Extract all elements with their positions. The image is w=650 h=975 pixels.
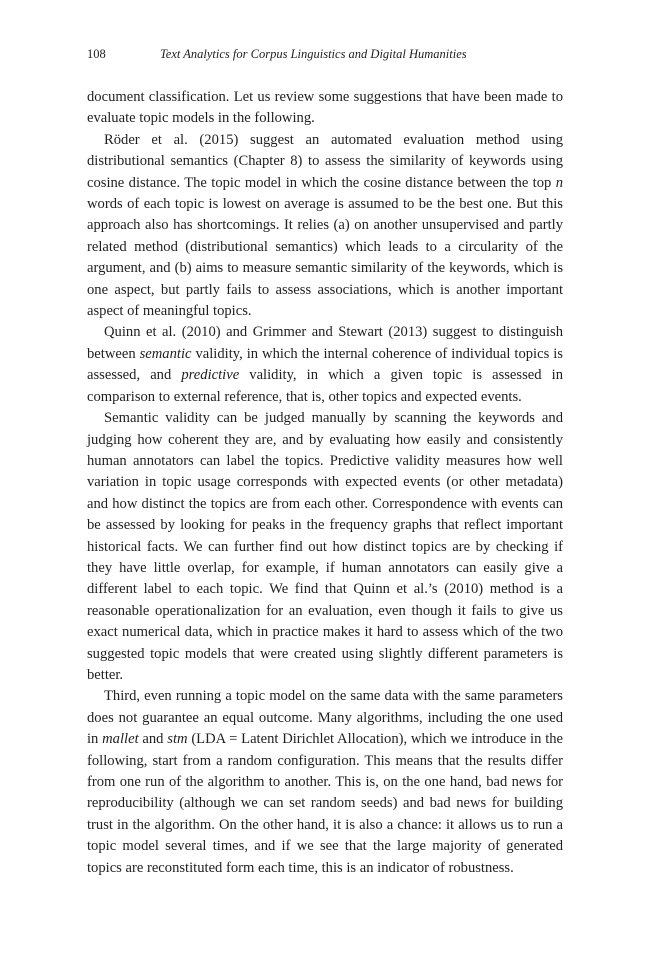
paragraph-text: and	[138, 731, 168, 748]
running-head	[87, 44, 563, 64]
body-text	[87, 87, 563, 879]
paragraph-text: Third, even running a topic model on the same data with the same parameters does not guarantee an equal outcome. Many algorithms, including the one used in	[87, 688, 563, 748]
paragraph-text: (LDA = Latent Dirichlet Allocation), which we introduce in the following, start from a random configuration. This means that the results differ from one run of the algorithm to another. This is, on the one hand, bad news for reproducibility (although we can set random seeds) and bad news for building trust in the algorithm. On the other hand, it is also a chance: it allows us to run a topic model several times, and if we see that the large majority of generated topics are reconstituted form each time, this is an indicator of robustness.	[87, 731, 564, 876]
paragraph-text: validity, in which the internal coherence of individual topics is assessed, and	[87, 345, 563, 384]
paragraph-text: Quinn et al. (2010) and Grimmer and Stewart (2013) suggest to distinguish between	[87, 324, 563, 362]
paragraph-semantic-validity	[87, 408, 563, 686]
paragraph-text: validity, in which a given topic is assessed in comparison to external reference, that is, other topics and expected events.	[87, 367, 563, 405]
emphasis-predictive: predictive	[181, 367, 240, 384]
paragraph-text: words of each topic is lowest on average is assumed to be the best one. But this approach also has shortcomings. It relies (a) on another unsupervised and partly related method (distributional semantics) which leads to a circularity of the argument, and (b) aims to measure semantic similarity of the keywords, which is one aspect, but partly fails to assess associations, which is another important aspect of meaningful topics.	[87, 196, 563, 320]
paragraph-third	[87, 686, 563, 879]
emphasis-semantic: semantic	[139, 345, 192, 362]
paragraph-text: Semantic validity can be judged manually by scanning the keywords and judging how coherent they are, and by evaluating how easily and consistently human annotators can label the topics. Predictive validity measures how well variation in topic usage corresponds with expected events (or other metadata) and how distinct the topics are from each other. Correspondence with events can be assessed by looking for peaks in the frequency graphs that reflect important historical facts. We can further find out how distinct topics are by checking if they have little overlap, for example, if human annotators can easily give a different label to each topic. We find that Quinn et al.’s (2010) method is a reasonable operationalization for an evaluation, even though it fails to give us exact numerical data, which in practice makes it hard to assess which of the two suggested topic models that were created using slightly different parameters is better.	[87, 410, 563, 683]
paragraph-text: document classification. Let us review some suggestions that have been made to evaluate topic models in the following.	[87, 89, 563, 127]
page-number: 108	[87, 47, 106, 61]
paragraph-quinn	[87, 322, 563, 408]
emphasis-n: n	[555, 174, 563, 191]
emphasis-mallet: mallet	[102, 731, 139, 748]
emphasis-stm: stm	[167, 731, 188, 748]
paragraph-continuation	[87, 87, 563, 130]
paragraph-text: Röder et al. (2015) suggest an automated evaluation method using distributional semantics (Chapter 8) to assess the similarity of keywords using cosine distance. The topic model in which the cosine distance between the top	[87, 131, 563, 191]
running-head-title: Text Analytics for Corpus Linguistics and Digital Humanities	[160, 47, 467, 61]
paragraph-roder	[87, 130, 563, 323]
